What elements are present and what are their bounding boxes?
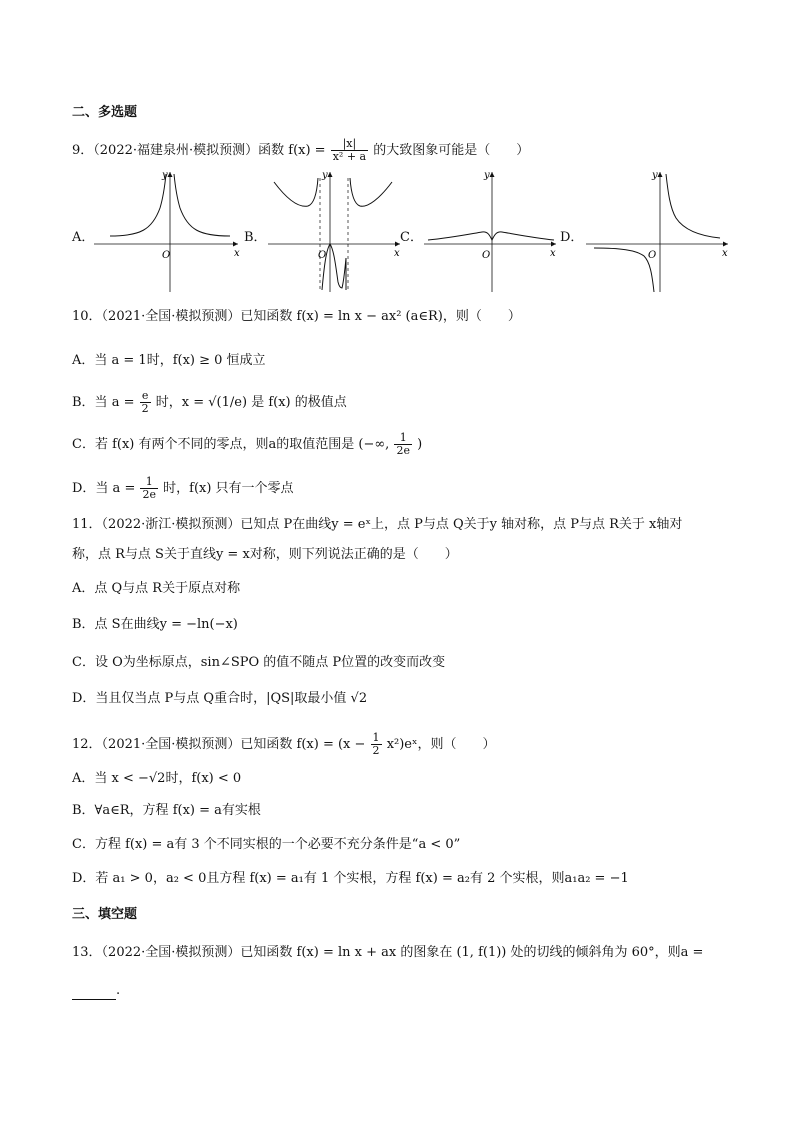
q9-option-b-label: B． — [244, 230, 267, 245]
question-13-answer-line — [72, 982, 120, 1000]
q9-option-c-label: C． — [400, 230, 423, 245]
q10-c-fraction-numerator: 1 — [394, 432, 412, 445]
q10-option-c — [72, 432, 422, 457]
q9-c-axis-y: y — [484, 170, 490, 181]
q10-d-fraction-denominator: 2e — [142, 488, 156, 501]
q10-c-fraction — [394, 432, 412, 457]
question-11-stem-line2: 称，点 R与点 S关于直线y = x对称，则下列说法正确的是（ ） — [72, 547, 458, 562]
q9-option-d-label: D． — [560, 230, 584, 245]
q9-c-axis-x: x — [550, 248, 556, 259]
q9-fraction — [331, 138, 368, 163]
q9-d-origin: O — [648, 250, 657, 261]
q9-a-origin: O — [162, 250, 171, 261]
q9-graph-c — [420, 168, 560, 296]
q9-b-axis-x: x — [394, 248, 400, 259]
q12-stem-suffix: x²)eˣ，则（ ） — [386, 737, 496, 752]
q9-d-axis-y: y — [652, 170, 658, 181]
question-11-stem-line1: 11．（2022·浙江·模拟预测）已知点 P在曲线y = eˣ上，点 P与点 Q关于y 轴对称，点 P与点 R关于 x轴对 — [72, 517, 683, 532]
q12-fraction — [371, 732, 382, 757]
q9-c-origin: O — [482, 250, 491, 261]
q13-period: . — [116, 983, 121, 998]
q10-option-a: A．当 a = 1时，f(x) ≥ 0 恒成立 — [72, 353, 266, 368]
section-heading-multiple-choice: 二、多选题 — [72, 105, 138, 120]
q10-d-fraction — [140, 476, 158, 501]
q10-b-condition: a = — [111, 395, 135, 410]
q9-function-lhs: f(x) = — [288, 143, 326, 158]
q11-option-c: C．设 O为坐标原点，sin∠SPO 的值不随点 P位置的改变而改变 — [72, 655, 446, 670]
q9-option-a-label: A． — [72, 230, 95, 245]
q10-option-d — [72, 476, 294, 501]
q10-d-suffix: 时，f(x) 只有一个零点 — [163, 481, 294, 496]
question-9-stem — [72, 138, 529, 163]
q9-graph-options — [72, 168, 732, 296]
q9-fraction-denominator: x² + a — [332, 150, 367, 163]
q9-graph-a — [90, 168, 242, 296]
q10-b-root: √(1/e) — [208, 395, 248, 410]
q12-option-b: B．∀a∈R，方程 f(x) = a有实根 — [72, 803, 261, 818]
question-12-stem — [72, 732, 496, 757]
q10-c-fraction-denominator: 2e — [396, 444, 410, 457]
q9-a-axis-x: x — [234, 248, 240, 259]
q9-a-axis-y: y — [162, 170, 168, 181]
q9-stem-prefix: 9．（2022·福建泉州·模拟预测）函数 — [72, 143, 285, 158]
q10-c-interval-close: ) — [417, 437, 423, 452]
q10-c-prefix: C．若 f(x) 有两个不同的零点，则a的取值范围是 — [72, 437, 355, 452]
q12-option-d: D．若 a₁ > 0，a₂ < 0且方程 f(x) = a₁有 1 个实根，方程 f(x) = a₂有 2 个实根，则a₁a₂ = −1 — [72, 871, 629, 886]
q10-d-prefix: D．当 a = — [72, 481, 136, 496]
q10-b-prefix: B．当 — [72, 395, 108, 410]
q9-graph-b — [264, 168, 404, 296]
q9-b-origin: O — [318, 250, 327, 261]
q10-d-fraction-numerator: 1 — [140, 476, 158, 489]
question-10-stem: 10．（2021·全国·模拟预测）已知函数 f(x) = ln x − ax² (a∈R)，则（ ） — [72, 309, 521, 324]
q9-b-axis-y: y — [322, 170, 328, 181]
q10-b-fraction-numerator: e — [140, 390, 151, 403]
q11-option-b: B．点 S在曲线y = −ln(−x) — [72, 617, 238, 632]
q10-b-fraction — [140, 390, 151, 415]
q9-graph-d — [582, 168, 732, 296]
q11-option-a: A．点 Q与点 R关于原点对称 — [72, 581, 241, 596]
q12-fraction-numerator: 1 — [372, 731, 380, 744]
q12-fraction-denominator: 2 — [372, 744, 380, 757]
q13-answer-blank[interactable] — [72, 985, 116, 1000]
q10-b-suffix: 是 f(x) 的极值点 — [251, 395, 347, 410]
q12-option-a: A．当 x < −√2时，f(x) < 0 — [72, 771, 242, 786]
q9-stem-suffix: 的大致图象可能是（ ） — [373, 143, 530, 158]
q10-b-fraction-denominator: 2 — [141, 402, 149, 415]
q11-option-d: D．当且仅当点 P与点 Q重合时，|QS|取最小值 √2 — [72, 691, 368, 706]
q9-d-axis-x: x — [722, 248, 728, 259]
section-heading-fill-in: 三、填空题 — [72, 907, 138, 922]
q9-fraction-numerator: |x| — [331, 138, 368, 151]
q12-stem-prefix: 12．（2021·全国·模拟预测）已知函数 f(x) = (x − — [72, 737, 366, 752]
q10-option-b — [72, 390, 347, 415]
q12-option-c: C．方程 f(x) = a有 3 个不同实根的一个必要不充分条件是“a < 0” — [72, 837, 461, 852]
question-13-stem: 13．（2022·全国·模拟预测）已知函数 f(x) = ln x + ax 的图象在 (1, f(1)) 处的切线的倾斜角为 60°，则a = — [72, 945, 704, 960]
q10-c-interval-open: (−∞, — [358, 437, 390, 452]
q10-b-middle: 时，x = — [155, 395, 205, 410]
